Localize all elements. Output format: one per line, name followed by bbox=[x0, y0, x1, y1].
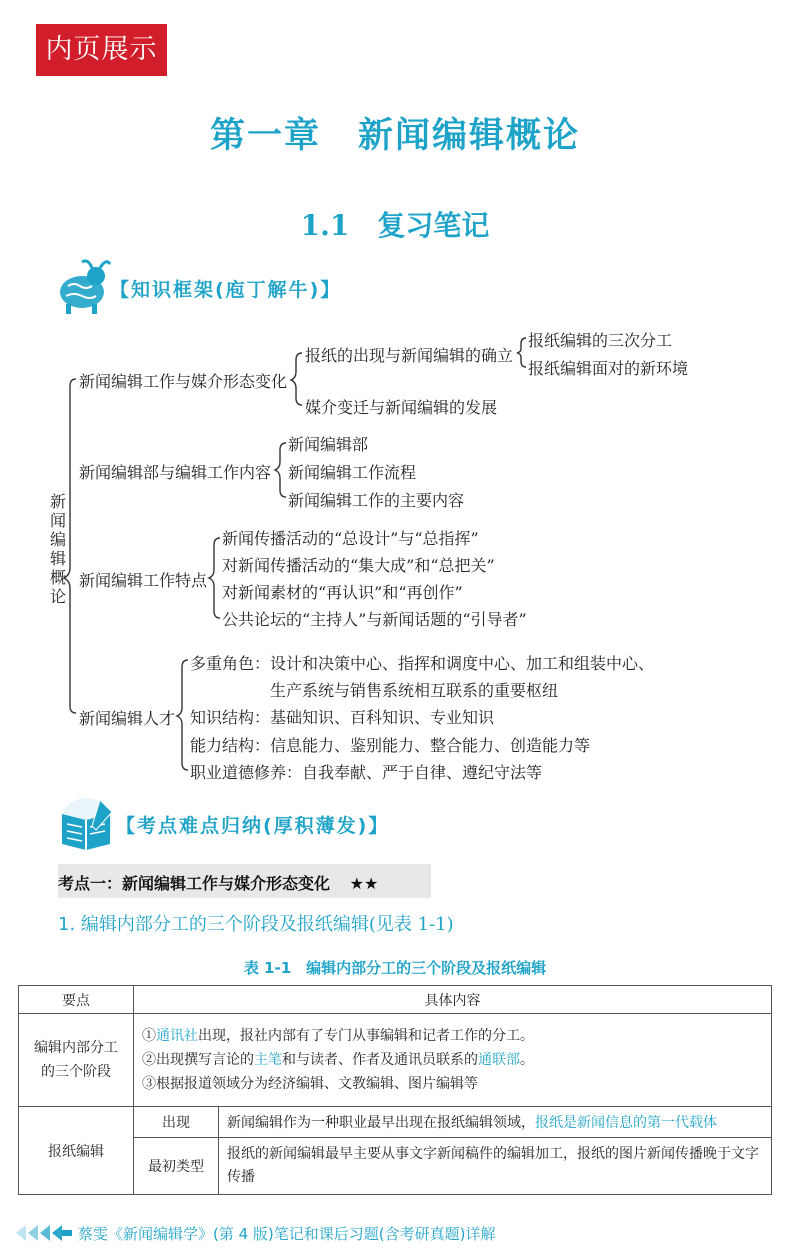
text: ②出现撰写言论的 bbox=[142, 1052, 254, 1068]
mindmap-node-media: 新闻编辑工作与媒介形态变化 bbox=[79, 372, 288, 391]
mindmap-node-knowledge: 知识结构：基础知识、百科知识、专业知识 bbox=[190, 708, 495, 727]
mindmap-node-feature-3: 对新闻素材的“再认识”和“再创作” bbox=[222, 583, 463, 602]
text: 。 bbox=[520, 1052, 534, 1068]
mindmap-node-roles: 多重角色：设计和决策中心、指挥和调度中心、加工和组装中心、 bbox=[190, 654, 655, 673]
chapter-title: 第一章 新闻编辑概论 bbox=[209, 115, 580, 156]
mindmap-node-feature-4: 公共论坛的“主持人”与新闻话题的“引导者” bbox=[222, 610, 527, 629]
page-badge: 内页展示 bbox=[36, 24, 167, 76]
framework-heading: 【知识框架(庖丁解牛)】 bbox=[110, 279, 342, 301]
kaodian-title bbox=[58, 871, 378, 894]
table-caption: 表 1-1 编辑内部分工的三个阶段及报纸编辑 bbox=[243, 959, 547, 977]
mindmap-node-department: 新闻编辑部与编辑工作内容 bbox=[79, 463, 272, 482]
mindmap-node-roles-cont: 生产系统与销售系统相互联系的重要枢纽 bbox=[270, 681, 559, 700]
text: 出现，报社内部有了专门从事编辑和记者工作的分工。 bbox=[198, 1028, 534, 1044]
highlight-term: 通联部 bbox=[478, 1052, 520, 1068]
table-row2a-sub: 出现 bbox=[134, 1107, 219, 1138]
mindmap-node-newsroom: 新闻编辑部 bbox=[288, 435, 369, 454]
mindmap-node-feature-2: 对新闻传播活动的“集大成”和“总把关” bbox=[222, 556, 495, 575]
highlight-term: 报纸是新闻信息的第一代载体 bbox=[535, 1115, 717, 1131]
text: 和与读者、作者及通讯员联系的 bbox=[282, 1052, 478, 1068]
mindmap-node-ability: 能力结构：信息能力、鉴别能力、整合能力、创造能力等 bbox=[190, 736, 591, 755]
text: ① bbox=[142, 1028, 156, 1044]
mindmap-node-features: 新闻编辑工作特点 bbox=[79, 571, 208, 590]
mindmap-node-media-change: 媒介变迁与新闻编辑的发展 bbox=[305, 398, 498, 417]
section-title: 1.1 复习笔记 bbox=[300, 209, 490, 242]
table-header-content: 具体内容 bbox=[134, 986, 772, 1014]
subheading bbox=[58, 910, 454, 936]
table-row2b-sub: 最初类型 bbox=[134, 1138, 219, 1195]
summary-table bbox=[18, 985, 772, 1195]
highlight-term: 主笔 bbox=[254, 1052, 282, 1068]
table-header-row bbox=[19, 986, 772, 1014]
mindmap-node-workflow: 新闻编辑工作流程 bbox=[288, 463, 417, 482]
kaodian-stars: ★★ bbox=[349, 874, 379, 893]
ox-icon bbox=[52, 256, 114, 316]
mindmap-node-ethics: 职业道德修养：自我奉献、严于自律、遵纪守法等 bbox=[190, 763, 543, 782]
mindmap-node-division: 报纸编辑的三次分工 bbox=[528, 331, 673, 350]
footer-title: 蔡雯《新闻编辑学》(第 4 版)笔记和课后习题(含考研真题)详解 bbox=[78, 1225, 496, 1243]
kaodian-label: 考点一：新闻编辑工作与媒介形态变化 bbox=[58, 874, 331, 893]
table-row1-line2 bbox=[142, 1048, 763, 1072]
mindmap-node-content: 新闻编辑工作的主要内容 bbox=[288, 491, 465, 510]
mindmap-node-feature-1: 新闻传播活动的“总设计”与“总指挥” bbox=[222, 529, 479, 548]
text: 新闻编辑作为一种职业最早出现在报纸编辑领域， bbox=[227, 1115, 535, 1131]
mindmap-node-environment: 报纸编辑面对的新环境 bbox=[528, 359, 689, 378]
table-row2a-text bbox=[219, 1107, 772, 1138]
table-row2-key: 报纸编辑 bbox=[19, 1107, 134, 1195]
table-header-key: 要点 bbox=[19, 986, 134, 1014]
table-row2b-text: 报纸的新闻编辑最早主要从事文字新闻稿件的编辑加工，报纸的图片新闻传播晚于文字传播 bbox=[219, 1138, 772, 1195]
subheading-text: 1. 编辑内部分工的三个阶段及报纸编辑 bbox=[58, 914, 369, 935]
mindmap-node-newspaper: 报纸的出现与新闻编辑的确立 bbox=[305, 346, 514, 365]
book-pen-icon bbox=[56, 796, 118, 852]
table-row1-line3: ③根据报道领域分为经济编辑、文教编辑、图片编辑等 bbox=[142, 1076, 478, 1092]
table-row1-content bbox=[134, 1014, 772, 1107]
points-heading: 【考点难点归纳(厚积薄发)】 bbox=[116, 815, 390, 837]
mindmap-root: 新闻编辑概论 bbox=[50, 492, 67, 606]
subheading-ref: (见表 1-1) bbox=[368, 914, 454, 935]
table-row1-line1 bbox=[142, 1024, 763, 1048]
highlight-term: 通讯社 bbox=[156, 1028, 198, 1044]
table-row1-key-text: 编辑内部分工的三个阶段 bbox=[34, 1040, 118, 1080]
table-row1-key bbox=[19, 1014, 134, 1107]
table-row bbox=[19, 1014, 772, 1107]
arrows-icon bbox=[14, 1224, 72, 1242]
mindmap-node-talent: 新闻编辑人才 bbox=[79, 709, 176, 728]
table-row bbox=[19, 1107, 772, 1138]
